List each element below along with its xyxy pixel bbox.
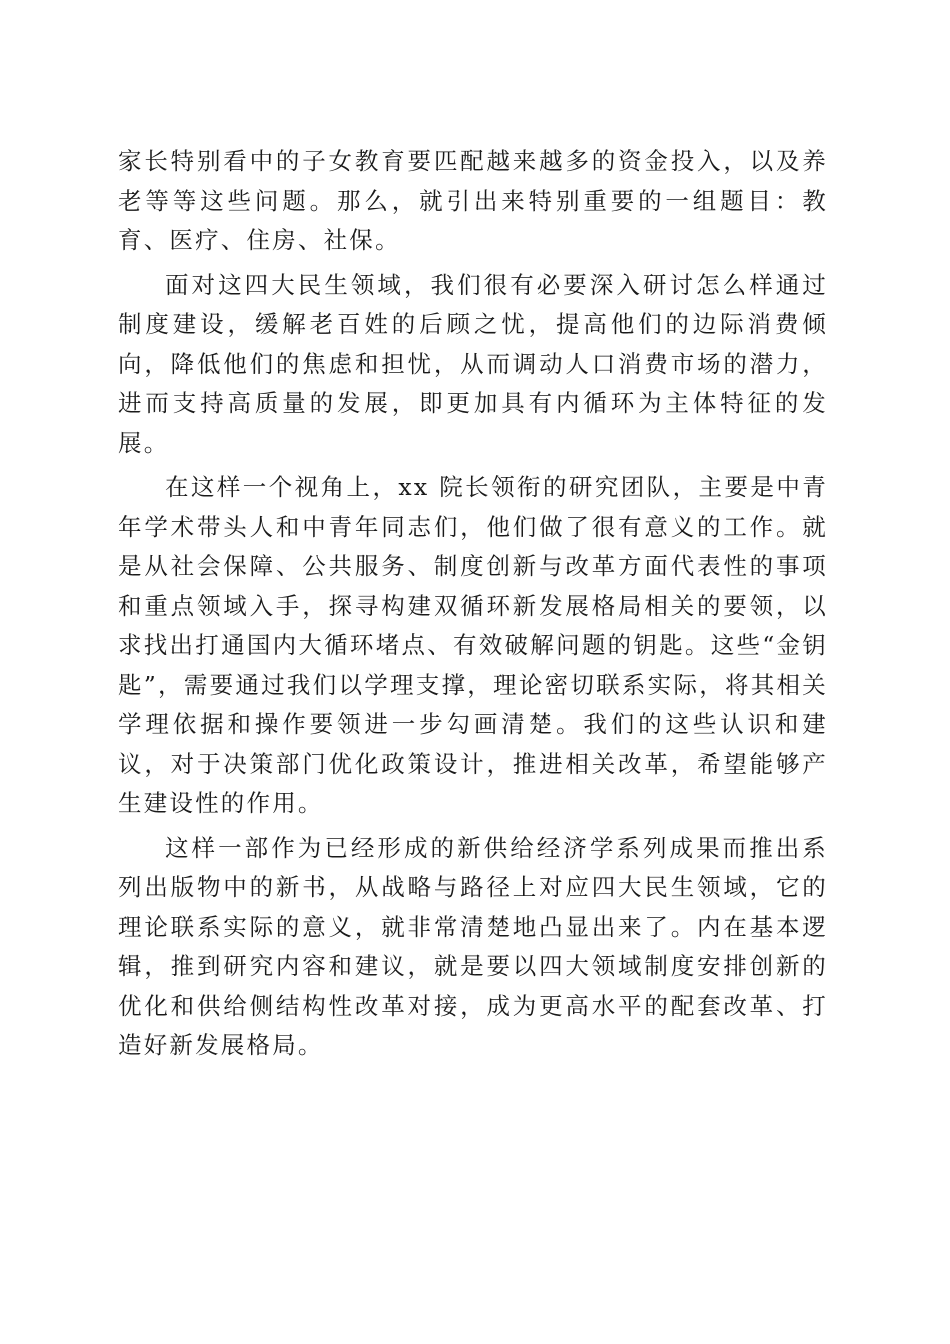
paragraph: 面对这四大民生领域，我们很有必要深入研讨怎么样通过制度建设，缓解老百姓的后顾之忧，提高他们的边际消费倾向，降低他们的焦虑和担忧，从而调动人口消费市场的潜力，进而支持高质量的发展，即更加具有内循环为主体特征的发展。 [118,270,828,457]
paragraph-continuation: 家长特别看中的子女教育要匹配越来越多的资金投入，以及养老等等这些问题。那么，就引出来特别重要的一组题目：教育、医疗、住房、社保。 [118,147,828,254]
paragraph: 这样一部作为已经形成的新供给经济学系列成果而推出系列出版物中的新书，从战略与路径上对应四大民生领域，它的理论联系实际的意义，就非常清楚地凸显出来了。内在基本逻辑，推到研究内容和建议，就是要以四大领域制度安排创新的优化和供给侧结构性改革对接，成为更高水平的配套改革、打造好新发展格局。 [118,833,828,1059]
paragraph: 在这样一个视角上，xx 院长领衔的研究团队，主要是中青年学术带头人和中青年同志们，他们做了很有意义的工作。就是从社会保障、公共服务、制度创新与改革方面代表性的事项和重点领域入手，探寻构建双循环新发展格局相关的要领，以求找出打通国内大循环堵点、有效破解问题的钥匙。这些“金钥匙”，需要通过我们以学理支撑，理论密切联系实际，将其相关学理依据和操作要领进一步勾画清楚。我们的这些认识和建议，对于决策部门优化政策设计，推进相关改革，希望能够产生建设性的作用。 [118,473,828,817]
document-page [118,142,828,1071]
